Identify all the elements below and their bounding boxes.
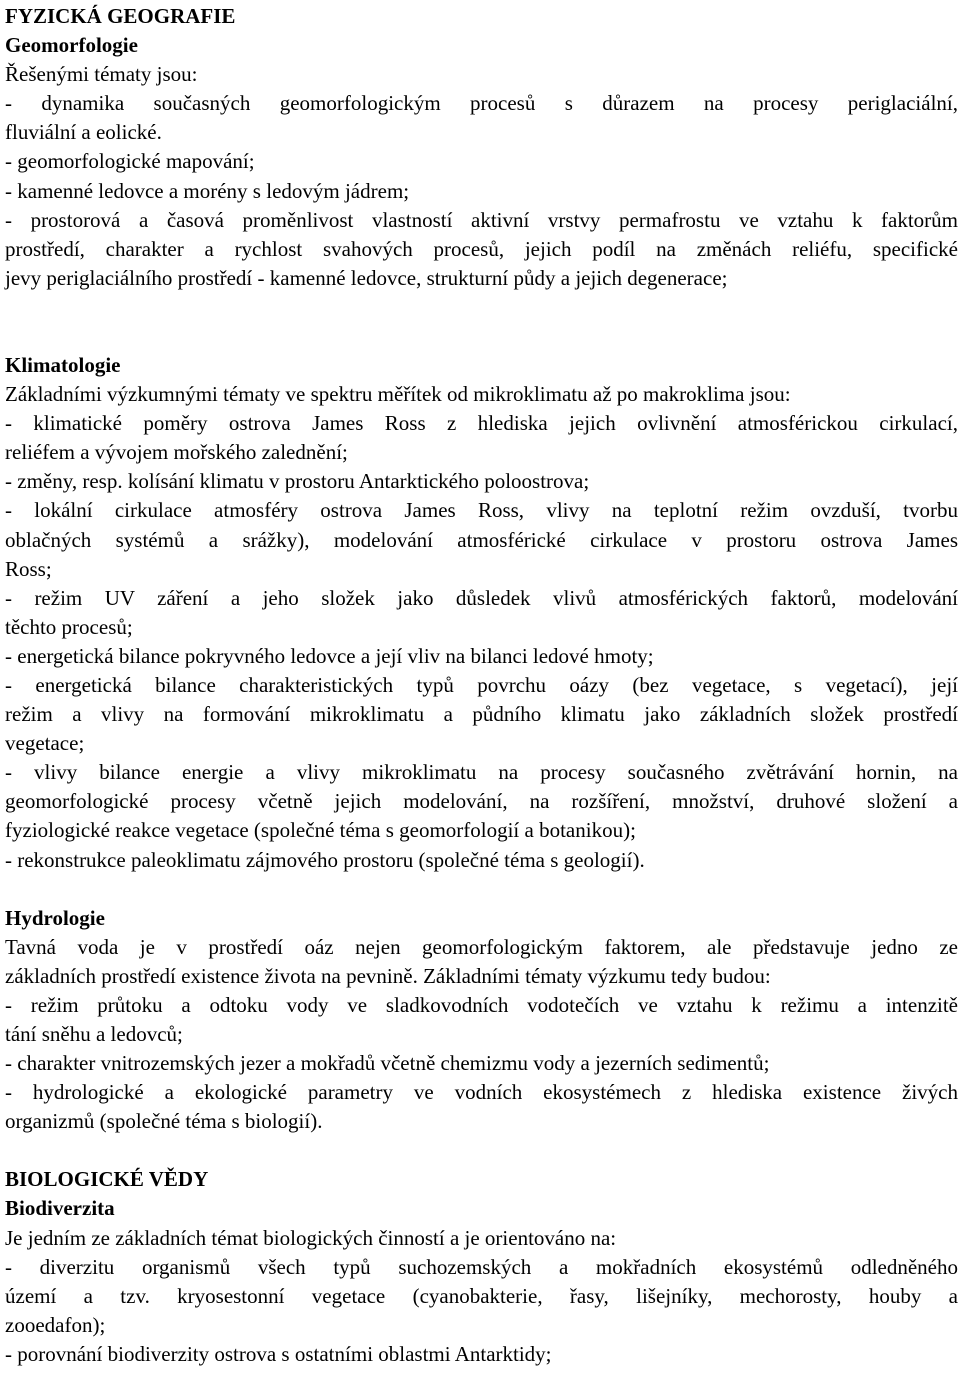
text-line: Je jedním ze základních témat biologických činností a je orientováno na:: [5, 1225, 617, 1250]
text-line: území a tzv. kryosestonní vegetace (cyanobakterie, řasy, lišejníky, mechorosty, houby a: [5, 1283, 958, 1308]
section-spacer: [5, 1136, 958, 1165]
text-line: fluviální a eolické.: [5, 120, 162, 145]
text-line: režim a vlivy na formování mikroklimatu a půdního klimatu jako základních složek prostředí: [5, 702, 958, 727]
subsection-title-hydrology: Hydrologie: [5, 905, 105, 930]
text-line: - porovnání biodiverzity ostrova s ostatními oblastmi Antarktidy;: [5, 1341, 552, 1366]
text-line: - energetická bilance charakteristických typů povrchu oázy (bez vegetace, s vegetací), její: [5, 672, 958, 697]
text-line: - prostorová a časová proměnlivost vlastností aktivní vrstvy permafrostu ve vztahu k faktorům: [5, 207, 958, 232]
text-line: tání sněhu a ledovců;: [5, 1022, 183, 1046]
document-page: [5, 2, 958, 1369]
text-line: fyziologické reakce vegetace (společné téma s geomorfologií a botanikou);: [5, 818, 636, 843]
section-heading-biological-sciences: BIOLOGICKÉ VĚDY: [5, 1167, 209, 1192]
section-spacer: [5, 293, 958, 351]
text-line: jevy periglaciálního prostředí - kamenné ledovce, strukturní půdy a jejich degenerace;: [5, 265, 728, 290]
text-line: geomorfologické procesy včetně jejich modelování, na rozšíření, množství, druhové složení a: [5, 789, 958, 814]
text-line: organizmů (společné téma s biologií).: [5, 1109, 323, 1134]
text-line: - režim průtoku a odtoku vody ve sladkovodních vodotečích ve vztahu k režimu a intenzitě: [5, 992, 958, 1017]
text-line: Základními výzkumnými tématy ve spektru měřítek od mikroklimatu až po makroklima jsou:: [5, 382, 791, 407]
text-line: - dynamika současných geomorfologickým procesů s důrazem na procesy periglaciální,: [5, 91, 958, 116]
text-line: oblačných systémů a srážky), modelování atmosférické cirkulace v prostoru ostrova James: [5, 527, 958, 552]
text-line: - charakter vnitrozemských jezer a mokřadů včetně chemizmu vody a jezerních sedimentů;: [5, 1051, 770, 1076]
text-line: - kamenné ledovce a morény s ledovým jádrem;: [5, 178, 410, 203]
text-line: základních prostředí existence života na pevnině. Základními tématy výzkumu tedy budou:: [5, 963, 771, 988]
text-line: zooedafon);: [5, 1312, 106, 1337]
text-line: Tavná voda je v prostředí oáz nejen geomorfologickým faktorem, ale představuje jedno ze: [5, 934, 958, 959]
text-line: Řešenými tématy jsou:: [5, 62, 198, 87]
text-line: - změny, resp. kolísání klimatu v prostoru Antarktického poloostrova;: [5, 469, 590, 494]
subsection-title-climatology: Klimatologie: [5, 352, 121, 377]
text-line: reliéfem a vývojem mořského zalednění;: [5, 440, 348, 465]
text-line: - klimatické poměry ostrova James Ross z hlediska jejich ovlivnění atmosférickou cirkulací,: [5, 411, 958, 436]
text-line: - vlivy bilance energie a vlivy mikroklimatu na procesy současného zvětrávání hornin, na: [5, 760, 958, 785]
text-line: - rekonstrukce paleoklimatu zájmového prostoru (společné téma s geologií).: [5, 847, 645, 872]
text-line: Ross;: [5, 556, 52, 581]
text-line: - hydrologické a ekologické parametry ve vodních ekosystémech z hlediska existence živých: [5, 1080, 958, 1105]
text-line: - diverzitu organismů všech typů suchozemských a mokřadních ekosystémů odledněného: [5, 1254, 958, 1279]
text-line: vegetace;: [5, 731, 85, 756]
text-line: těchto procesů;: [5, 614, 133, 639]
subsection-title-geomorphology: Geomorfologie: [5, 33, 138, 58]
text-line: - energetická bilance pokryvného ledovce a její vliv na bilanci ledové hmoty;: [5, 643, 654, 668]
section-spacer: [5, 875, 958, 904]
text-line: - režim UV záření a jeho složek jako důsledek vlivů atmosférických faktorů, modelování: [5, 585, 958, 610]
subsection-title-biodiversity: Biodiverzita: [5, 1196, 115, 1221]
section-heading-physical-geography: FYZICKÁ GEOGRAFIE: [5, 4, 236, 28]
text-line: - geomorfologické mapování;: [5, 149, 255, 174]
text-line: prostředí, charakter a rychlost svahových procesů, jejich podíl na změnách reliéfu, specifické: [5, 236, 958, 261]
text-line: - lokální cirkulace atmosféry ostrova James Ross, vlivy na teplotní režim ovzduší, tvorbu: [5, 498, 958, 523]
